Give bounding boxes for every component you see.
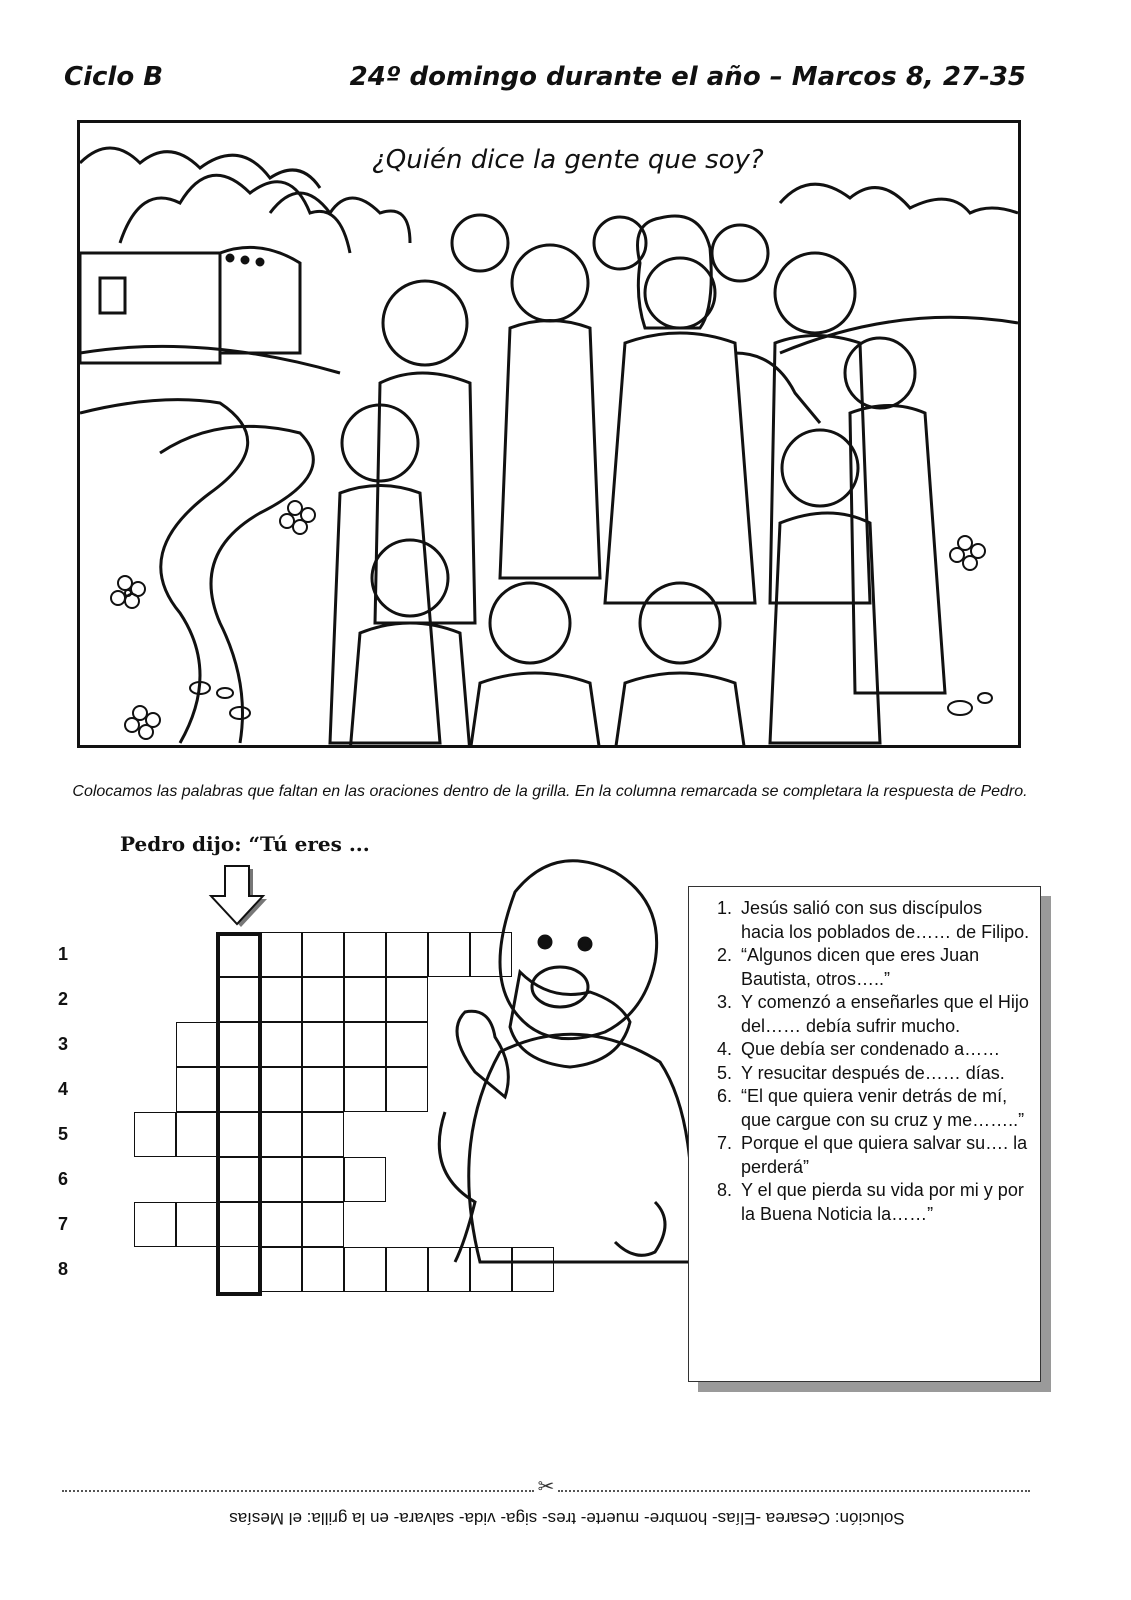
crossword-cell[interactable] — [176, 1202, 218, 1247]
jesus-and-disciples-drawing — [80, 123, 1018, 745]
dotted-line — [62, 1482, 534, 1492]
cut-line — [62, 1474, 1030, 1499]
crossword-cell[interactable] — [218, 1157, 260, 1202]
clue-item: 8. Y el que pierda su vida por mi y por la Buena Noticia la……” — [737, 1179, 1030, 1226]
scissors-icon: ✂ — [537, 1476, 555, 1498]
crossword-solution-cell[interactable] — [260, 1112, 302, 1157]
crossword-cell[interactable] — [302, 1022, 344, 1067]
clue-item: 6. “El que quiera venir detrás de mí, que cargue con su cruz y me……..” — [737, 1085, 1030, 1132]
crossword-row-number: 7 — [58, 1214, 69, 1234]
reading-reference: 24º domingo durante el año – Marcos 8, 27-35 — [349, 62, 1026, 92]
instructions-text: Colocamos las palabras que faltan en las oraciones dentro de la grilla. En la columna remarcada se completara la respuesta de Pedro. — [72, 783, 1028, 800]
crossword-cell[interactable] — [218, 1202, 260, 1247]
clue-item: 2. “Algunos dicen que eres Juan Bautista, otros…..” — [737, 944, 1030, 991]
peter-illustration — [405, 852, 695, 1292]
crossword-solution-cell[interactable] — [260, 1067, 302, 1112]
crossword-solution-cell[interactable] — [260, 1022, 302, 1067]
crossword-cell[interactable] — [302, 932, 344, 977]
crossword-solution-cell[interactable] — [260, 932, 302, 977]
crossword-row-number: 1 — [58, 944, 69, 964]
crossword-cell[interactable] — [218, 932, 260, 977]
crossword-cell[interactable] — [134, 1112, 176, 1157]
crossword-row-number: 6 — [58, 1169, 69, 1189]
crossword-row-number: 2 — [58, 989, 69, 1009]
crossword-cell[interactable] — [302, 1067, 344, 1112]
crossword-row-number: 8 — [58, 1259, 69, 1279]
crossword-cell[interactable] — [218, 1067, 260, 1112]
crossword-cell[interactable] — [302, 1247, 344, 1292]
crossword-row-number: 5 — [58, 1124, 69, 1144]
crossword-cell[interactable] — [344, 932, 386, 977]
crossword-solution-cell[interactable] — [260, 1157, 302, 1202]
crossword-cell[interactable] — [344, 977, 386, 1022]
dotted-line — [558, 1482, 1030, 1492]
crossword-cell[interactable] — [344, 1067, 386, 1112]
clues-list — [701, 897, 1030, 1226]
clues-box — [688, 886, 1041, 1382]
crossword-solution-cell[interactable] — [260, 1247, 302, 1292]
clue-item: 4. Que debía ser condenado a…… — [737, 1038, 1030, 1062]
crossword-cell[interactable] — [344, 1022, 386, 1067]
down-arrow-icon — [205, 862, 267, 928]
scene-caption: ¿Quién dice la gente que soy? — [372, 145, 764, 175]
crossword-cell[interactable] — [302, 1112, 344, 1157]
crossword-solution-cell[interactable] — [260, 977, 302, 1022]
crossword-cell[interactable] — [176, 1022, 218, 1067]
clue-item: 7. Porque el que quiera salvar su…. la perderá” — [737, 1132, 1030, 1179]
crossword-row-number: 4 — [58, 1079, 69, 1099]
clue-item: 1. Jesús salió con sus discípulos hacia los poblados de…… de Filipo. — [737, 897, 1030, 944]
crossword-row-number: 3 — [58, 1034, 69, 1054]
crossword-cell[interactable] — [218, 1112, 260, 1157]
crossword-cell[interactable] — [134, 1202, 176, 1247]
solution-text: Solución: Cesarea -Elías- hombre- muerte- tres- siga- vida- salvara- en la grilla: el Mesías — [229, 1509, 905, 1528]
crossword-cell[interactable] — [176, 1112, 218, 1157]
peter-prompt: Pedro dijo: “Tú eres ... — [120, 832, 370, 856]
crossword-cell[interactable] — [176, 1067, 218, 1112]
crossword-cell[interactable] — [302, 977, 344, 1022]
clue-item: 5. Y resucitar después de…… días. — [737, 1062, 1030, 1086]
clue-item: 3. Y comenzó a enseñarles que el Hijo del…… debía sufrir mucho. — [737, 991, 1030, 1038]
crossword-cell[interactable] — [344, 1157, 386, 1202]
cycle-label: Ciclo B — [64, 62, 164, 92]
crossword-cell[interactable] — [218, 977, 260, 1022]
crossword-solution-cell[interactable] — [260, 1202, 302, 1247]
crossword-cell[interactable] — [218, 1022, 260, 1067]
coloring-illustration — [77, 120, 1021, 748]
crossword-cell[interactable] — [302, 1202, 344, 1247]
crossword-cell[interactable] — [302, 1157, 344, 1202]
crossword-cell[interactable] — [344, 1247, 386, 1292]
